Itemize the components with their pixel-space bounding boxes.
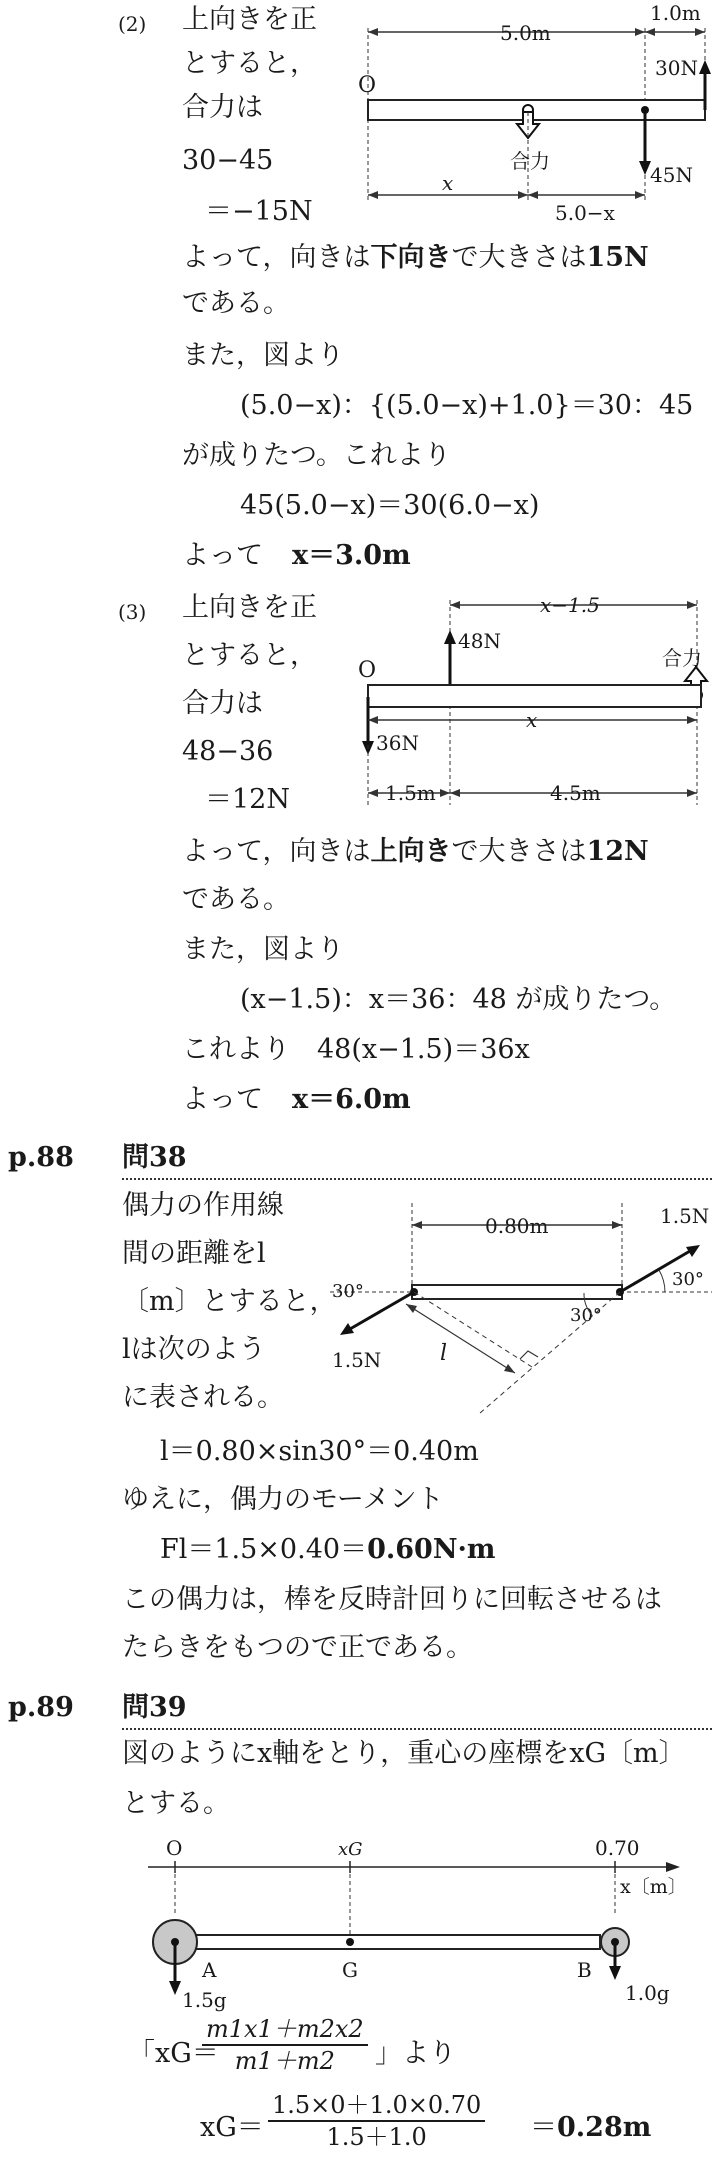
p3-also: また，図より xyxy=(182,934,344,965)
p3-result-magnitude: 12N xyxy=(586,836,649,867)
p3-result-pre: よって，向きは xyxy=(182,836,371,867)
q38-fig-distance: 0.80m xyxy=(485,1214,549,1238)
p2-line-1: 上向きを正 xyxy=(182,4,317,35)
q38-divider xyxy=(122,1178,712,1180)
q39-fig-xg: xG xyxy=(338,1839,363,1860)
p3-fig-48n: 48N xyxy=(458,629,501,653)
q38-fig-force-right: 1.5N xyxy=(660,1204,710,1228)
p3-result-mid: で大きさは xyxy=(451,836,587,867)
q38-equation-2 xyxy=(160,1534,495,1566)
q39-formula-fraction xyxy=(202,2014,368,2076)
q39-fig-weight-b: 1.0g xyxy=(625,1981,670,2005)
p2-equation-2: 45(5.0−x)＝30(6.0−x) xyxy=(240,490,540,521)
q38-line-1: 偶力の作用線 xyxy=(122,1190,284,1221)
q39-formula-pre: 「xG＝ xyxy=(128,2038,219,2069)
q38-equation-2-body: Fl＝1.5×0.40＝ xyxy=(160,1534,368,1565)
q39-calc-pre: xG＝ xyxy=(200,2112,264,2143)
q39-page-ref: p.89 xyxy=(8,1692,74,1723)
p3-fig-top-label: x−1.5 xyxy=(540,593,600,617)
q39-formula-numerator: m1x1＋m2x2 xyxy=(202,2014,368,2046)
p3-result-line xyxy=(182,836,649,868)
part-2-number: (2) xyxy=(118,12,147,36)
q39-formula-denominator: m1＋m2 xyxy=(234,2047,335,2075)
p2-also: また，図より xyxy=(182,340,344,371)
p3-fig-resultant: 合力 xyxy=(662,646,702,670)
q38-conclusion-2: たらきをもつので正である。 xyxy=(122,1632,473,1663)
q38-fig-angle-right: 30° xyxy=(672,1269,704,1290)
figure-part2 xyxy=(350,0,720,235)
q39-fig-axis-label: x〔m〕 xyxy=(620,1876,687,1898)
q38-moment-intro: ゆえに，偶力のモーメント xyxy=(122,1484,444,1515)
p2-result-line xyxy=(182,242,649,274)
q39-intro-2: とする。 xyxy=(122,1788,230,1819)
p3-line-5: ＝12N xyxy=(205,784,290,815)
p2-holds: が成りたつ。これより xyxy=(182,440,451,471)
p3-fig-d1: 1.5m xyxy=(385,781,436,805)
q39-fig-a: A xyxy=(202,1958,217,1982)
figure-couple xyxy=(320,1185,715,1425)
p2-result-pre: よって，向きは xyxy=(182,242,371,273)
p2-line-4: 30−45 xyxy=(182,145,274,176)
q39-calc-result xyxy=(530,2112,651,2144)
q38-fig-force-left: 1.5N xyxy=(332,1348,382,1372)
p2-line-5: ＝−15N xyxy=(205,196,313,227)
p3-answer: x＝6.0m xyxy=(292,1084,411,1115)
q39-intro-1: 図のようにx軸をとり，重心の座標をxG〔m〕 xyxy=(122,1738,686,1769)
p2-fig-top-label: 5.0m xyxy=(500,21,551,45)
p3-line-4: 48−36 xyxy=(182,736,274,767)
p3-line-1: 上向きを正 xyxy=(182,592,317,623)
p2-so: よって xyxy=(182,540,263,571)
q39-fig-b: B xyxy=(577,1958,592,1982)
q39-divider xyxy=(122,1728,712,1730)
q39-calc-fraction xyxy=(268,2090,485,2152)
p3-line-3: 合力は xyxy=(182,688,263,719)
q38-conclusion-1: この偶力は，棒を反時計回りに回転させるは xyxy=(122,1584,662,1615)
q38-line-5: に表される。 xyxy=(122,1382,284,1413)
p3-so: よって xyxy=(182,1084,263,1115)
p2-answer: x＝3.0m xyxy=(292,540,411,571)
p3-line-2: とすると， xyxy=(182,640,317,671)
p2-result-direction: 下向き xyxy=(370,242,452,273)
p3-result-end: である。 xyxy=(182,884,290,915)
p2-fig-resultant: 合力 xyxy=(510,149,550,173)
q38-line-3: 〔m〕とすると， xyxy=(122,1286,337,1317)
p2-result-end: である。 xyxy=(182,288,290,319)
q38-title: 問38 xyxy=(122,1142,187,1173)
q38-page-ref: p.88 xyxy=(8,1142,74,1173)
p2-result-mid: で大きさは xyxy=(451,242,587,273)
part-3-number: (3) xyxy=(118,600,147,624)
p3-fig-d2: 4.5m xyxy=(550,781,601,805)
q38-fig-angle-bottom: 30° xyxy=(570,1305,602,1326)
p2-fig-rest: 5.0−x xyxy=(555,201,615,225)
q38-fig-l: l xyxy=(440,1341,448,1366)
p3-fig-x: x xyxy=(526,708,538,732)
q39-calc-numerator: 1.5×0＋1.0×0.70 xyxy=(268,2090,485,2122)
p3-result-direction: 上向き xyxy=(370,836,452,867)
p2-line-3: 合力は xyxy=(182,92,263,123)
p3-equation-1: (x−1.5)：x＝36：48 が成りたつ。 xyxy=(240,984,677,1015)
q39-title: 問39 xyxy=(122,1692,187,1723)
q38-answer: 0.60N·m xyxy=(367,1534,496,1565)
p3-equation-2: これより 48(x−1.5)＝36x xyxy=(182,1034,530,1065)
figure-center-of-gravity xyxy=(140,1835,685,2015)
p2-fig-x: x xyxy=(442,171,454,195)
p2-fig-origin: O xyxy=(358,73,377,98)
p2-fig-45n: 45N xyxy=(650,163,693,187)
q39-fig-g: G xyxy=(342,1958,358,1982)
p2-equation-1: (5.0−x)：{(5.0−x)+1.0}＝30：45 xyxy=(240,390,694,421)
q39-calc-equals: ＝ xyxy=(530,2112,557,2143)
p2-fig-30n: 30N xyxy=(655,56,698,80)
q39-fig-weight-a: 1.5g xyxy=(182,1988,227,2012)
p3-fig-origin: O xyxy=(358,658,377,683)
q39-fig-origin: O xyxy=(166,1836,183,1860)
p2-result-magnitude: 15N xyxy=(586,242,649,273)
q38-line-2: 間の距離をl xyxy=(122,1238,266,1269)
q38-equation-1: l＝0.80×sin30°＝0.40m xyxy=(160,1436,479,1467)
q38-fig-angle-left: 30° xyxy=(332,1281,364,1302)
q39-answer: 0.28m xyxy=(557,2112,652,2143)
figure-part3 xyxy=(350,585,720,815)
p2-fig-top-right: 1.0m xyxy=(650,1,701,25)
q39-calc-denominator: 1.5＋1.0 xyxy=(326,2123,427,2151)
q39-fig-070: 0.70 xyxy=(595,1836,640,1860)
q38-line-4: lは次のよう xyxy=(122,1334,266,1365)
p2-line-2: とすると， xyxy=(182,48,317,79)
q39-formula-post: 」より xyxy=(375,2038,456,2069)
p3-fig-36n: 36N xyxy=(376,731,419,755)
